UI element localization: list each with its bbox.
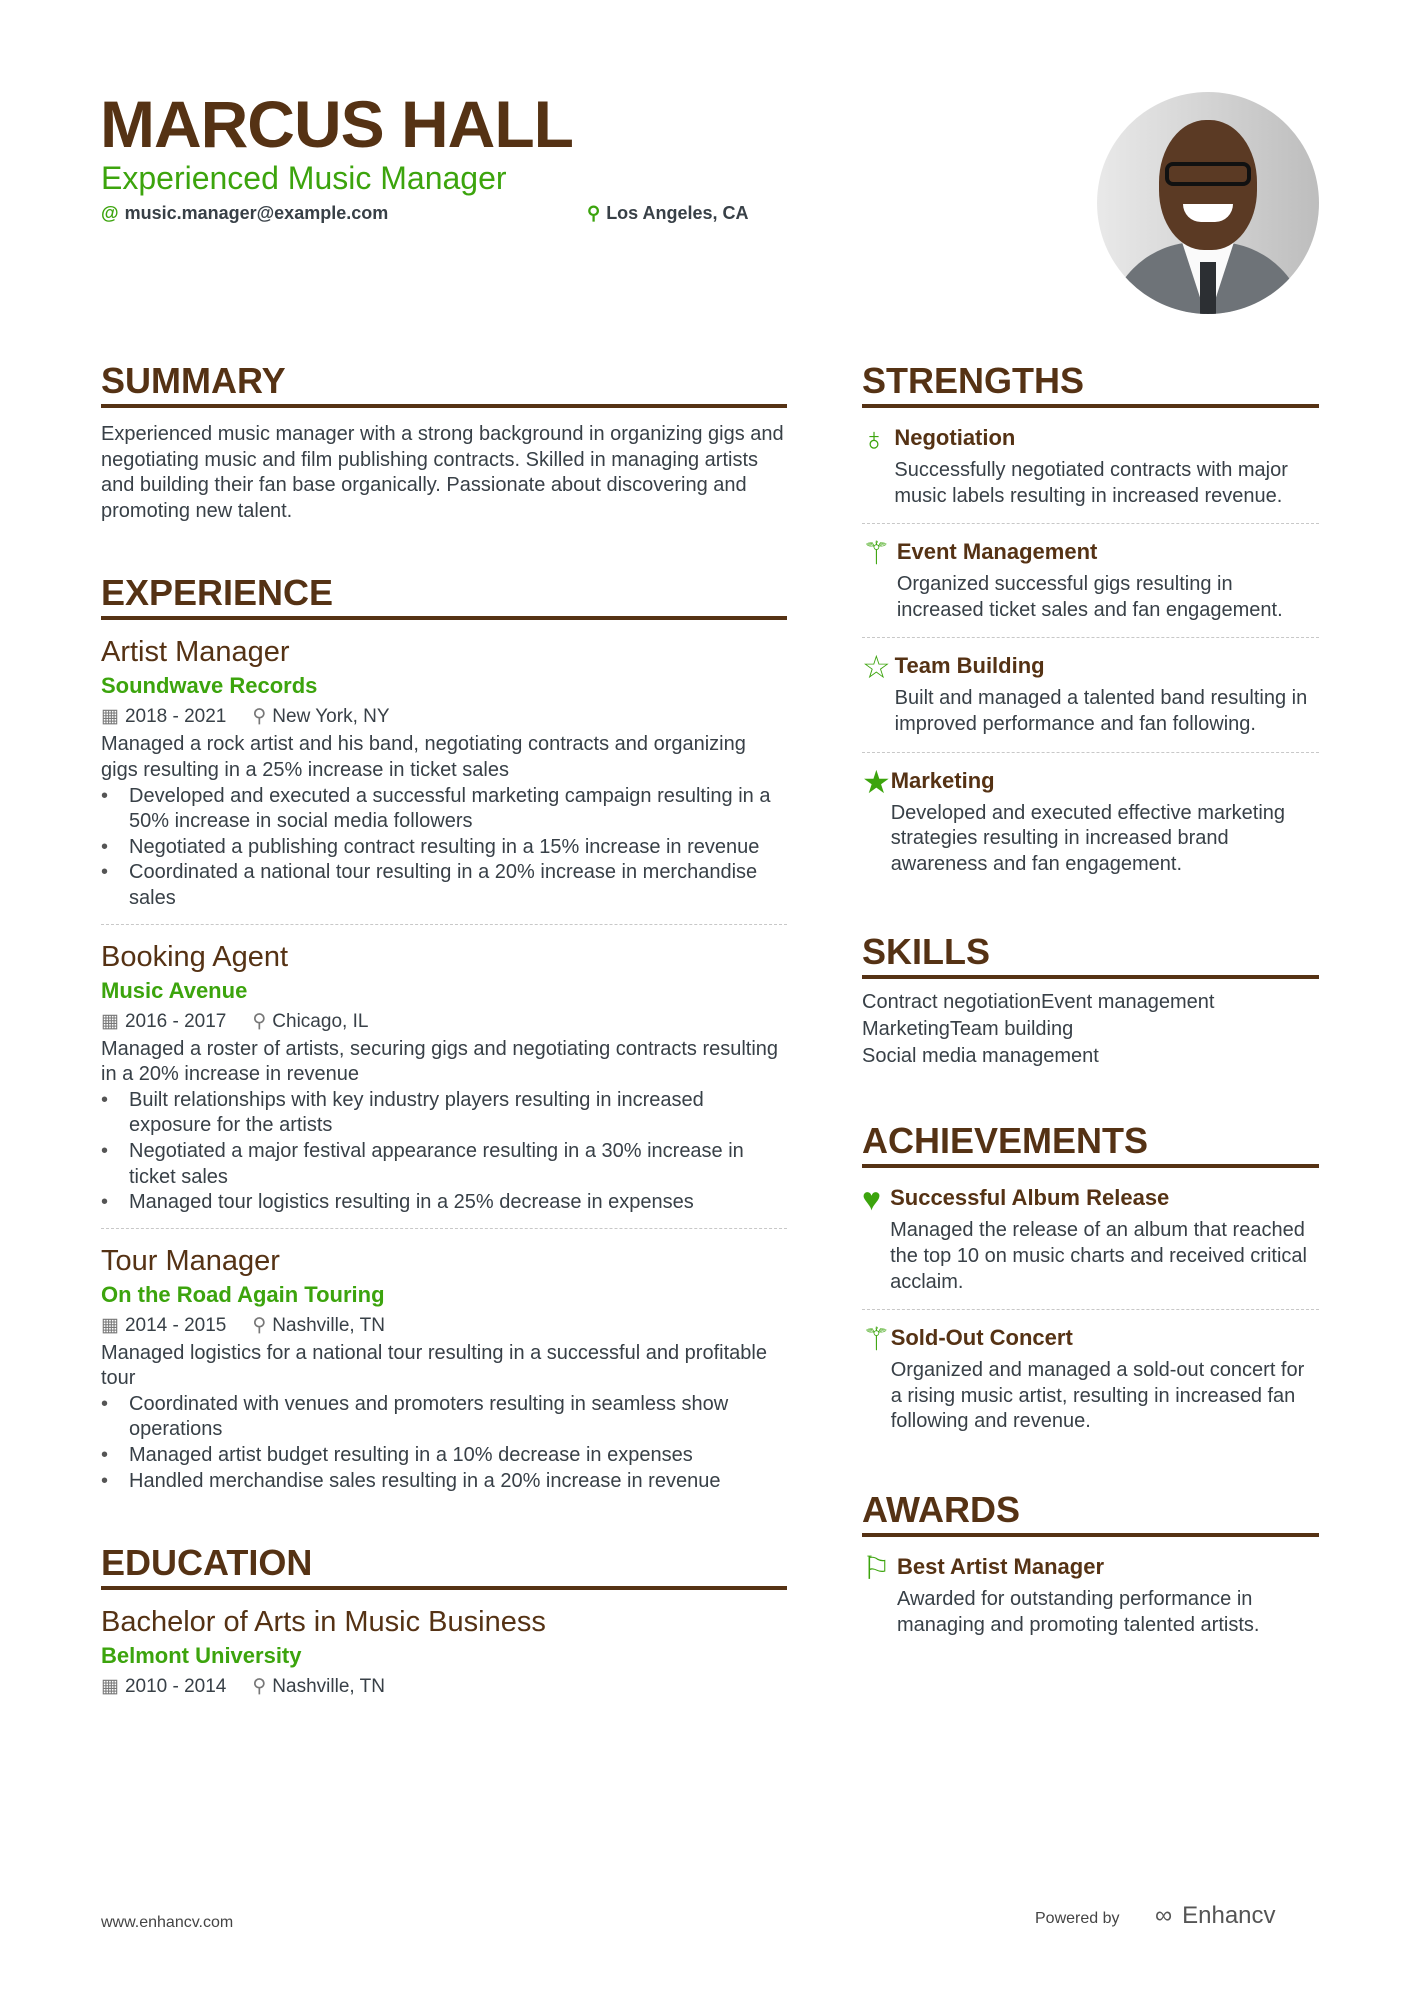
item-title: Negotiation — [894, 425, 1016, 450]
section-heading: EDUCATION — [101, 1542, 787, 1590]
calendar-icon: ▦ — [101, 706, 119, 728]
school: Belmont University — [101, 1643, 302, 1669]
location-text: Los Angeles, CA — [606, 203, 749, 223]
job-description: Managed logistics for a national tour resulting in a successful and profitable tour — [101, 1341, 767, 1390]
star-icon: ★ — [862, 763, 891, 800]
degree: Bachelor of Arts in Music Business — [101, 1606, 546, 1639]
lightbulb-icon: ♁ — [862, 421, 886, 457]
location-contact — [587, 203, 749, 224]
skill-line: MarketingTeam building — [862, 1018, 1074, 1041]
item-description: Managed the release of an album that reached the top 10 on music charts and received critical acclaim. — [890, 1219, 1307, 1293]
skill-line: Contract negotiationEvent management — [862, 991, 1215, 1014]
item-description: Organized and managed a sold-out concert for a rising music artist, resulting in increased fan following and revenue. — [890, 1359, 1305, 1433]
job-company: On the Road Again Touring — [101, 1281, 385, 1307]
skill-line: Social media management — [862, 1045, 1099, 1068]
map-pin-icon: ⚲ — [252, 1010, 267, 1032]
job-dates: 2014 - 2015 — [124, 1314, 227, 1336]
dates: 2010 - 2014 — [124, 1676, 227, 1698]
bullet-item: • Managed tour logistics resulting in a 25% decrease in expenses — [101, 1190, 787, 1216]
job-entry — [101, 1243, 787, 1507]
magic-wand-icon: ⚚ — [862, 1321, 891, 1358]
map-pin-icon: ⚲ — [252, 1676, 267, 1698]
bullet-item: • Negotiated a publishing contract resulting in a 15% increase in revenue — [101, 835, 787, 861]
website-link[interactable]: www.enhancv.com — [101, 1914, 234, 1931]
email-text: music.manager@example.com — [124, 203, 389, 223]
item-description: Developed and executed effective marketing strategies resulting in increased brand awareness and fan engagement. — [890, 801, 1286, 875]
flag-icon: ⚐ — [862, 1549, 891, 1586]
job-description: Managed a rock artist and his band, negotiating contracts and organizing gigs resulting in a 25% increase in ticket sales — [101, 733, 746, 781]
job-description: Managed a roster of artists, securing gigs and negotiating contracts resulting in a 20% increase in revenue — [101, 1037, 779, 1086]
map-pin-icon: ⚲ — [252, 1314, 267, 1336]
strengths-item — [862, 753, 1319, 892]
calendar-icon: ▦ — [101, 1314, 119, 1336]
profile-photo — [1097, 92, 1319, 314]
job-bullets — [101, 1088, 787, 1216]
heart-icon: ♥ — [862, 1181, 881, 1218]
section-heading: AWARDS — [862, 1489, 1319, 1537]
enhancv-logo[interactable] — [1155, 1902, 1276, 1930]
section-heading: STRENGTHS — [862, 360, 1319, 408]
job-role: Booking Agent — [101, 940, 289, 973]
bullet-item: • Handled merchandise sales resulting in a 20% increase in revenue — [101, 1469, 787, 1495]
job-company: Music Avenue — [101, 977, 248, 1003]
map-pin-icon: ⚲ — [587, 203, 601, 223]
job-role: Tour Manager — [101, 1244, 280, 1277]
summary-text: Experienced music manager with a strong background in organizing gigs and negotiating music and film publishing contracts. Skilled in managing artists and building their fan base organically. Passionate about discovering and promoting new talent. — [101, 423, 784, 522]
section-heading: EXPERIENCE — [101, 572, 787, 620]
left-column — [101, 360, 787, 1702]
achievements-section — [862, 1120, 1319, 1449]
job-bullets — [101, 784, 787, 912]
at-icon: @ — [101, 203, 119, 223]
bullet-item: • Coordinated with venues and promoters resulting in seamless show operations — [101, 1392, 787, 1443]
section-heading: SKILLS — [862, 931, 1319, 979]
skills-section — [862, 931, 1319, 1070]
job-meta — [101, 1311, 787, 1341]
item-title: Marketing — [890, 767, 995, 793]
strengths-item — [862, 524, 1319, 638]
job-role: Artist Manager — [101, 636, 290, 669]
achievements-item — [862, 1170, 1319, 1310]
item-title: Sold-Out Concert — [890, 1325, 1073, 1351]
experience-section — [101, 572, 787, 1506]
item-description: Organized successful gigs resulting in increased ticket sales and fan engagement. — [896, 573, 1283, 621]
job-meta — [101, 1007, 787, 1037]
job-entry — [101, 939, 787, 1229]
job-location: Nashville, TN — [272, 1314, 385, 1336]
bullet-item: • Built relationships with key industry players resulting in increased exposure for the artists — [101, 1088, 787, 1139]
enhancv-logo-icon: ∞ — [1155, 1902, 1173, 1929]
job-company: Soundwave Records — [101, 673, 318, 699]
job-location: Chicago, IL — [272, 1010, 369, 1032]
strengths-section — [862, 360, 1319, 891]
calendar-icon: ▦ — [101, 1676, 119, 1698]
summary-section — [101, 360, 787, 524]
strengths-item — [862, 410, 1319, 524]
job-location: New York, NY — [272, 706, 390, 728]
awards-section — [862, 1489, 1319, 1652]
location: Nashville, TN — [272, 1676, 385, 1698]
job-entry — [101, 634, 787, 924]
item-title: Successful Album Release — [890, 1185, 1170, 1211]
education-meta — [101, 1672, 787, 1702]
job-dates: 2016 - 2017 — [124, 1010, 227, 1032]
brand-name: Enhancv — [1182, 1902, 1276, 1929]
strengths-item — [862, 638, 1319, 752]
item-title: Event Management — [896, 539, 1098, 565]
star-outline-icon: ☆ — [862, 649, 891, 686]
email-contact[interactable] — [101, 203, 388, 224]
awards-item — [862, 1539, 1319, 1652]
section-heading: ACHIEVEMENTS — [862, 1120, 1319, 1168]
achievements-item — [862, 1310, 1319, 1449]
bullet-item: • Negotiated a major festival appearance resulting in a 30% increase in ticket sales — [101, 1139, 787, 1190]
map-pin-icon: ⚲ — [252, 706, 267, 728]
item-title: Best Artist Manager — [897, 1553, 1105, 1579]
bullet-item: • Coordinated a national tour resulting in a 20% increase in merchandise sales — [101, 860, 787, 911]
job-bullets — [101, 1392, 787, 1494]
right-column — [862, 360, 1319, 1652]
item-title: Team Building — [894, 653, 1045, 679]
item-description: Built and managed a talented band resulting in improved performance and fan following. — [894, 687, 1308, 735]
job-dates: 2018 - 2021 — [124, 706, 227, 728]
education-section — [101, 1542, 787, 1702]
item-description: Successfully negotiated contracts with major music labels resulting in increased revenue. — [894, 459, 1288, 507]
candidate-name: MARCUS HALL — [100, 87, 573, 161]
bullet-item: • Managed artist budget resulting in a 10% decrease in expenses — [101, 1443, 787, 1469]
job-meta — [101, 702, 787, 732]
magic-wand-icon: ⚚ — [862, 535, 891, 572]
powered-by-text: Powered by — [1035, 1910, 1120, 1927]
section-heading: SUMMARY — [101, 360, 787, 408]
calendar-icon: ▦ — [101, 1010, 119, 1032]
item-description: Awarded for outstanding performance in managing and promoting talented artists. — [897, 1587, 1260, 1636]
bullet-item: • Developed and executed a successful marketing campaign resulting in a 50% increase in social media followers — [101, 784, 787, 835]
candidate-title: Experienced Music Manager — [101, 160, 507, 196]
